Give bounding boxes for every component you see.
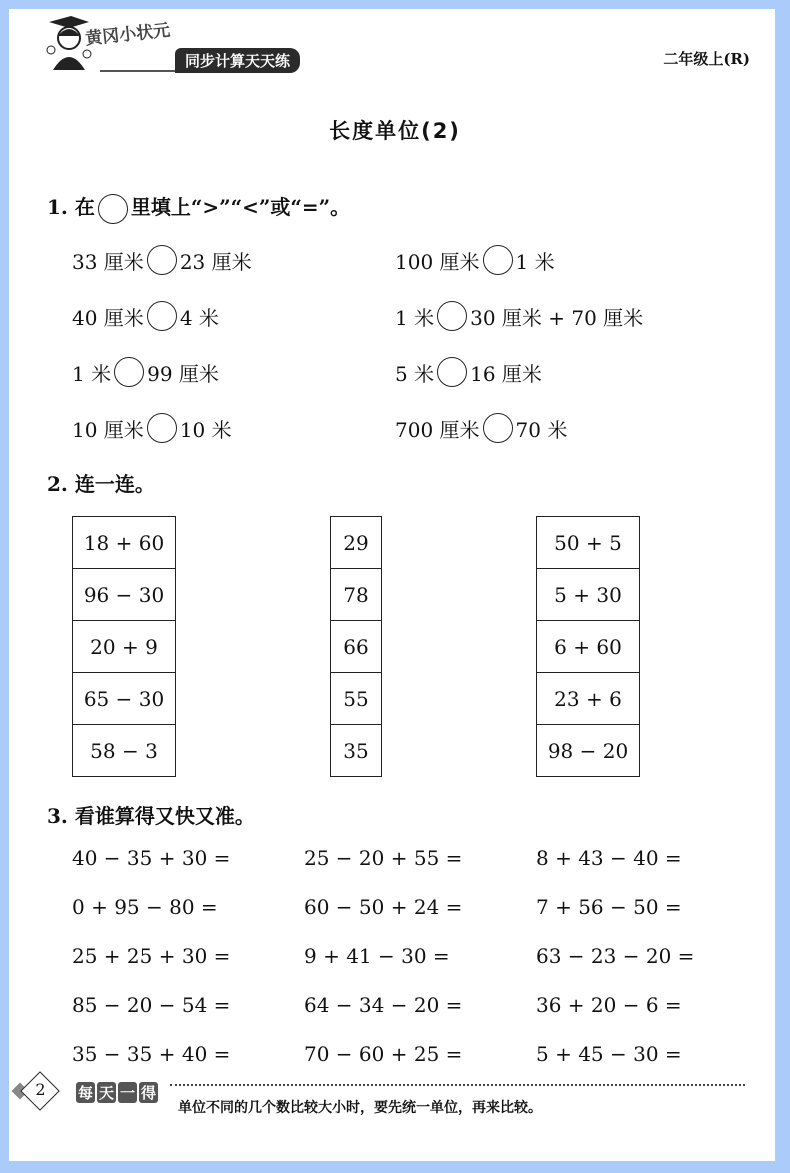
page-number: 2 [35, 1080, 46, 1099]
match-cell[interactable]: 58 − 3 [90, 738, 158, 763]
equation: 8 + 43 − 40 = [536, 846, 682, 870]
dotted-divider [170, 1084, 745, 1086]
compare-left: 33 厘米 [72, 249, 144, 274]
match-cell[interactable]: 5 + 30 [537, 569, 639, 621]
equation: 35 − 35 + 40 = [72, 1042, 231, 1066]
question-1-label: 1. 在 里填上“>”“<”或“=”。 [47, 191, 350, 224]
equation: 64 − 34 − 20 = [304, 993, 463, 1017]
match-column-right [536, 516, 640, 777]
compare-right: 99 厘米 [147, 361, 219, 386]
compare-right: 16 厘米 [470, 361, 542, 386]
match-cell[interactable]: 50 + 5 [537, 517, 639, 569]
match-cell[interactable]: 65 − 30 [73, 673, 175, 725]
badge-char: 天 [99, 1084, 115, 1102]
compare-left: 100 厘米 [395, 249, 480, 274]
match-cell[interactable]: 20 + 9 [73, 621, 175, 673]
equation: 9 + 41 − 30 = [304, 944, 450, 968]
equation: 60 − 50 + 24 = [304, 895, 463, 919]
grade-label: 二年级上(R) [663, 50, 750, 68]
equation: 5 + 45 − 30 = [536, 1042, 682, 1066]
match-cell[interactable]: 66 [331, 621, 381, 673]
equation: 70 − 60 + 25 = [304, 1042, 463, 1066]
equation: 25 + 25 + 30 = [72, 944, 231, 968]
answer-circle[interactable] [437, 357, 467, 387]
compare-right: 10 米 [179, 417, 232, 442]
compare-item [72, 245, 252, 275]
compare-right: 23 厘米 [179, 249, 252, 274]
answer-circle[interactable] [483, 413, 513, 443]
blank-circle-icon [98, 194, 128, 224]
match-cell[interactable]: 78 [331, 569, 381, 621]
match-cell[interactable]: 35 [343, 738, 369, 763]
equation: 36 + 20 − 6 = [536, 993, 682, 1017]
compare-left: 1 米 [395, 305, 435, 330]
equation: 40 − 35 + 30 = [72, 846, 231, 870]
compare-left: 40 厘米 [72, 305, 144, 330]
compare-right: 70 米 [515, 417, 568, 442]
compare-left: 700 厘米 [395, 417, 480, 442]
compare-item [395, 357, 542, 387]
compare-right: 1 米 [515, 249, 555, 274]
match-cell[interactable]: 18 + 60 [73, 517, 175, 569]
match-cell[interactable]: 55 [331, 673, 381, 725]
equation: 85 − 20 − 54 = [72, 993, 231, 1017]
answer-circle[interactable] [114, 357, 144, 387]
compare-right: 4 米 [179, 305, 219, 330]
brand-logo-text: 黄冈小状元 [84, 20, 172, 50]
compare-right: 30 厘米 + 70 厘米 [470, 305, 644, 330]
compare-item [72, 357, 219, 387]
compare-item [72, 413, 232, 443]
series-title: 同步计算天天练 [175, 48, 300, 73]
badge-char: 每 [78, 1084, 94, 1102]
question-3-label: 3. 看谁算得又快又准。 [47, 804, 255, 828]
equation: 7 + 56 − 50 = [536, 895, 682, 919]
compare-item [395, 301, 643, 331]
match-cell[interactable]: 29 [331, 517, 381, 569]
compare-item [395, 413, 567, 443]
match-cell[interactable]: 98 − 20 [547, 738, 629, 763]
equation: 0 + 95 − 80 = [72, 895, 218, 919]
answer-circle[interactable] [437, 301, 467, 331]
compare-left: 1 米 [72, 361, 112, 386]
badge-char: 得 [141, 1084, 157, 1102]
equation: 63 − 23 − 20 = [536, 944, 695, 968]
match-cell[interactable]: 96 − 30 [73, 569, 175, 621]
question-2-label: 2. 连一连。 [47, 472, 155, 496]
match-column-middle [330, 516, 382, 777]
daily-tip-badge [76, 1082, 160, 1103]
answer-circle[interactable] [147, 301, 177, 331]
compare-left: 5 米 [395, 361, 435, 386]
equation: 25 − 20 + 55 = [304, 846, 463, 870]
compare-item [72, 301, 219, 331]
answer-circle[interactable] [147, 413, 177, 443]
answer-circle[interactable] [147, 245, 177, 275]
daily-tip-text: 单位不同的几个数比较大小时，要先统一单位，再来比较。 [178, 1100, 542, 1116]
match-cell[interactable]: 23 + 6 [537, 673, 639, 725]
match-column-left [72, 516, 176, 777]
compare-left: 10 厘米 [72, 417, 144, 442]
badge-char: 一 [120, 1084, 136, 1102]
match-cell[interactable]: 6 + 60 [537, 621, 639, 673]
page-title: 长度单位(2) [329, 119, 461, 143]
compare-item [395, 245, 555, 275]
answer-circle[interactable] [483, 245, 513, 275]
